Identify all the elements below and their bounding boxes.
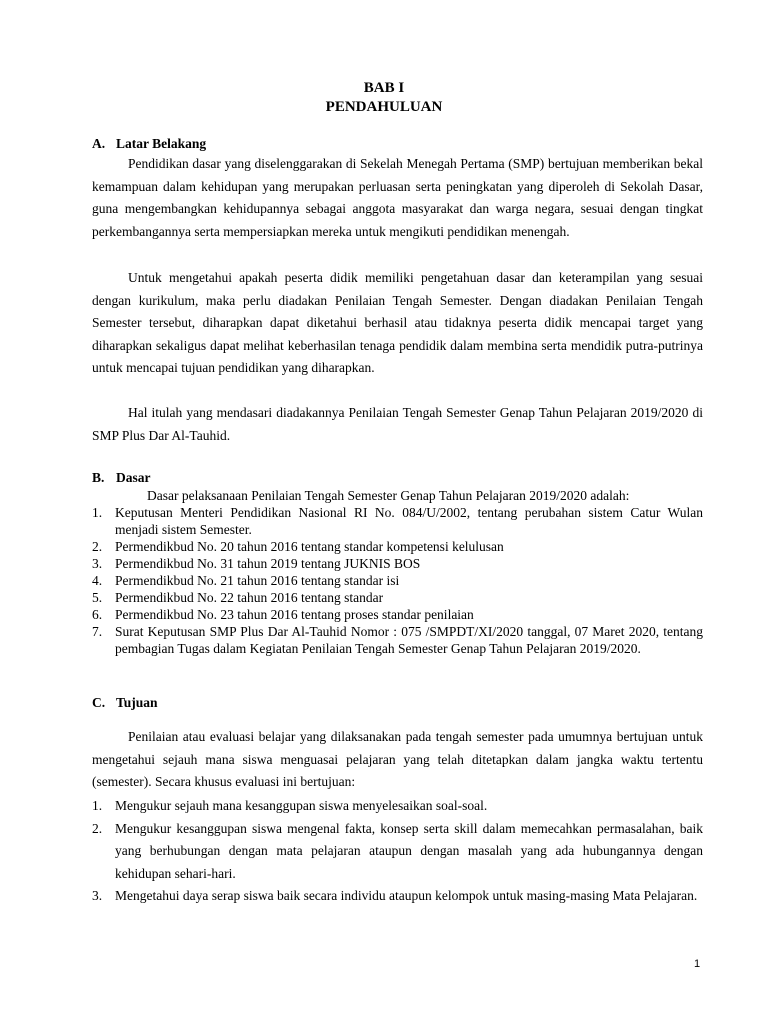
list-item xyxy=(92,538,703,555)
list-item xyxy=(92,555,703,572)
chapter-number: BAB I xyxy=(363,80,405,96)
section-a-title: Latar Belakang xyxy=(116,136,207,151)
section-c-paragraph: Penilaian atau evaluasi belajar yang dilaksanakan pada tengah semester pada umumnya bertujuan untuk mengetahui sejauh mana siswa menguasai pelajaran yang telah ditetapkan dalam jangka waktu tertentu (semester). Secara khusus evaluasi ini bertujuan: xyxy=(92,729,703,790)
list-item-number: 3. xyxy=(92,888,103,904)
section-a-marker: A. xyxy=(92,136,106,151)
list-item xyxy=(92,818,703,886)
section-a-paragraph-3: Hal itulah yang mendasari diadakannya Penilaian Tengah Semester Genap Tahun Pelajaran 2019/2020 di SMP Plus Dar Al-Tauhid. xyxy=(92,405,703,443)
section-a-heading xyxy=(92,136,206,152)
list-item xyxy=(92,606,703,623)
section-c-heading xyxy=(92,695,158,711)
section-b-title: Dasar xyxy=(116,470,151,485)
list-item-text: Permendikbud No. 31 tahun 2019 tentang JUKNIS BOS xyxy=(115,556,421,571)
section-c-title: Tujuan xyxy=(116,695,158,710)
section-c-list xyxy=(92,795,703,908)
list-item-text: Keputusan Menteri Pendidikan Nasional RI No. 084/U/2002, tentang perubahan sistem Catur Wulan menjadi sistem Semester. xyxy=(115,505,703,537)
section-b-marker: B. xyxy=(92,470,105,485)
list-item-number: 5. xyxy=(92,590,103,605)
list-item xyxy=(92,589,703,606)
list-item-number: 2. xyxy=(92,820,103,836)
section-c-marker: C. xyxy=(92,695,106,710)
list-item xyxy=(92,623,703,657)
list-item-text: Permendikbud No. 21 tahun 2016 tentang standar isi xyxy=(115,573,400,588)
list-item-number: 1. xyxy=(92,798,103,813)
list-item-number: 7. xyxy=(92,624,103,639)
list-item-number: 6. xyxy=(92,607,103,622)
list-item xyxy=(92,572,703,589)
section-a-paragraph-1: Pendidikan dasar yang diselenggarakan di Sekelah Menegah Pertama (SMP) bertujuan memberikan bekal kemampuan dalam kehidupan yang merupakan perluasan serta peningkatan yang diperoleh di Sekolah Dasar, guna mengembangkan kehidupannya sebagai anggota masyarakat dan warga negara, sesuai dengan tingkat perkembangannya serta mempersiapkan mereka untuk mengikuti pendidikan menengah. xyxy=(92,156,703,239)
list-item xyxy=(92,504,703,538)
chapter-title: PENDAHULUAN xyxy=(325,99,443,115)
list-item-text: Mengukur sejauh mana kesanggupan siswa menyelesaikan soal-soal. xyxy=(115,798,488,813)
section-b-heading xyxy=(92,470,151,486)
list-item-text: Permendikbud No. 23 tahun 2016 tentang proses standar penilaian xyxy=(115,607,474,622)
list-item xyxy=(92,885,703,908)
list-item-text: Permendikbud No. 22 tahun 2016 tentang standar xyxy=(115,590,384,605)
list-item-number: 4. xyxy=(92,573,103,588)
list-item-text: Permendikbud No. 20 tahun 2016 tentang standar kompetensi kelulusan xyxy=(115,539,504,554)
list-item-text: Surat Keputusan SMP Plus Dar Al-Tauhid Nomor : 075 /SMPDT/XI/2020 tanggal, 07 Maret 2020, tentang pembagian Tugas dalam Kegiatan Penilaian Tengah Semester Genap Tahun Pelajaran 2019/2020. xyxy=(115,624,703,656)
list-item-number: 1. xyxy=(92,505,103,520)
list-item-text: Mengukur kesanggupan siswa mengenal fakta, konsep serta skill dalam memecahkan permasalahan, baik yang berhubungan dengan mata pelajaran ataupun dengan masalah yang ada hubungannya dengan kehidupan sehari-hari. xyxy=(115,820,703,881)
list-item-number: 2. xyxy=(92,539,103,554)
list-item xyxy=(92,795,703,818)
section-a-paragraph-2: Untuk mengetahui apakah peserta didik memiliki pengetahuan dasar dan keterampilan yang sesuai dengan kurikulum, maka perlu diadakan Penilaian Tengah Semester. Dengan diadakan Penilaian Tengah Semester tersebut, diharapkan dapat diketahui berhasil atau tidaknya peserta didik mencapai target yang diharapkan sekaligus dapat melihat keberhasilan tenaga pendidik dalam membina serta mendidik putra-putrinya untuk mencapai tujuan pendidikan yang diharapkan. xyxy=(92,270,703,376)
section-b-intro: Dasar pelaksanaan Penilaian Tengah Semester Genap Tahun Pelajaran 2019/2020 adalah: xyxy=(147,488,630,503)
page-number: 1 xyxy=(694,958,701,970)
list-item-number: 3. xyxy=(92,556,103,571)
list-item-text: Mengetahui daya serap siswa baik secara individu ataupun kelompok untuk masing-masing Mata Pelajaran. xyxy=(115,888,698,904)
section-b-list xyxy=(92,504,703,657)
